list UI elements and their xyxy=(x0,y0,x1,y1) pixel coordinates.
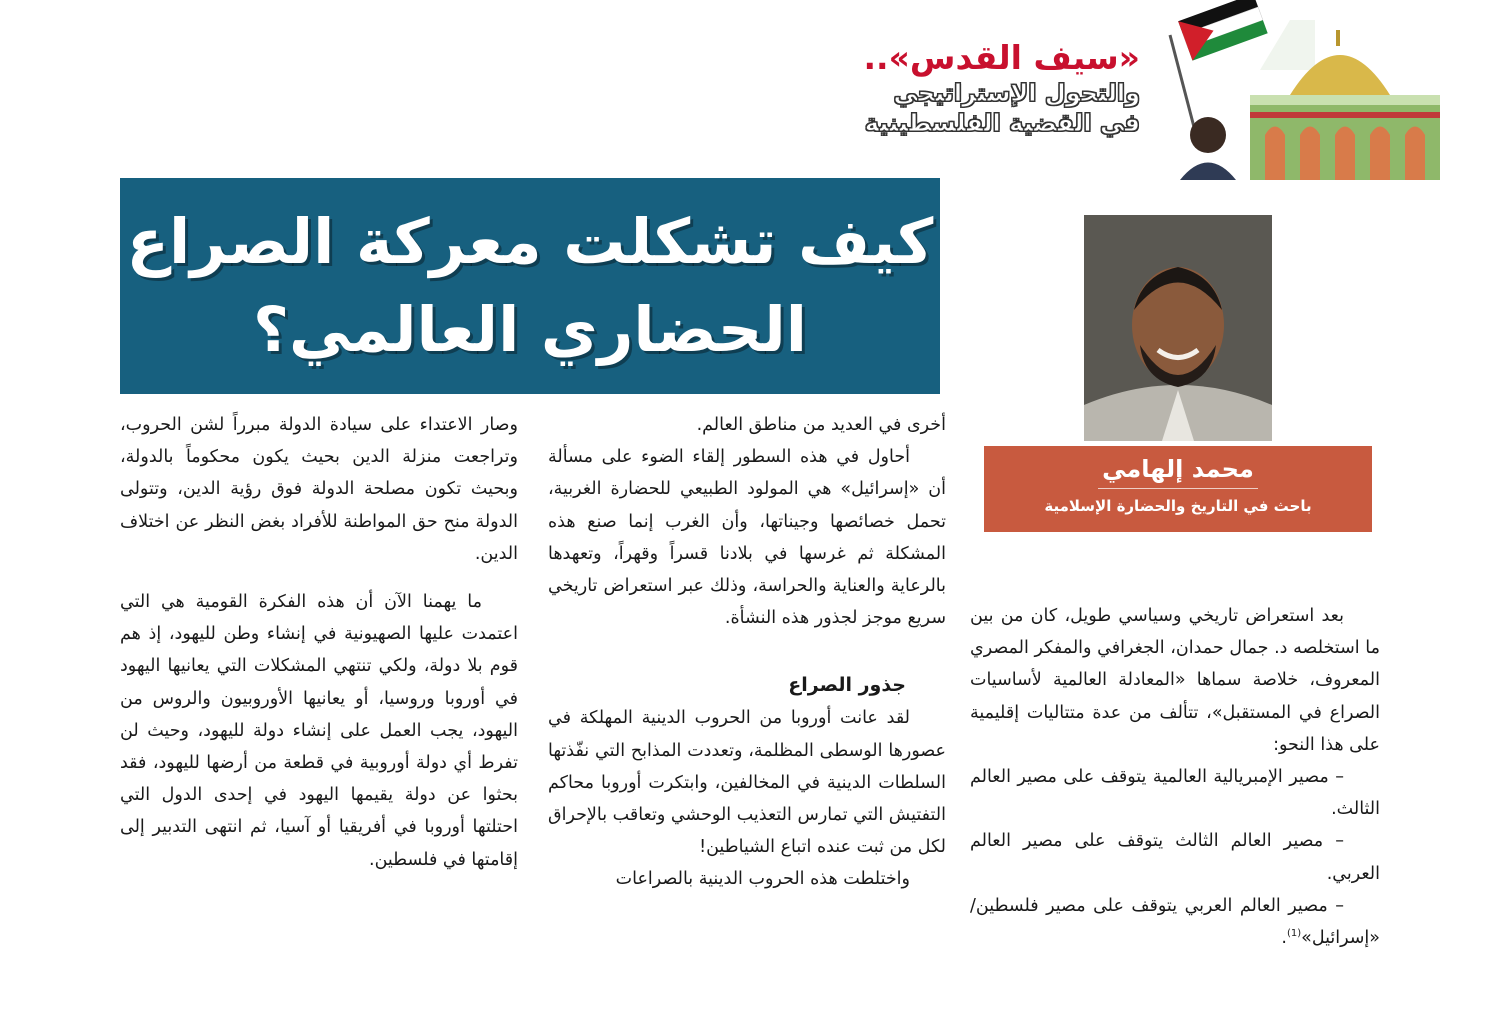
author-photo xyxy=(1084,215,1272,441)
headline-line-2: الحضاري العالمي؟ xyxy=(252,293,808,366)
paragraph: – مصير العالم الثالث يتوقف على مصير العالم العربي. xyxy=(970,831,1380,884)
article-column-right xyxy=(970,600,1380,954)
footnote-marker: (1) xyxy=(1286,928,1302,940)
headline-line-1: كيف تشكلت معركة الصراع xyxy=(126,205,934,278)
headline-box xyxy=(120,178,940,394)
section-subheading: جذور الصراع xyxy=(788,674,906,697)
paragraph: ما يهمنا الآن أن هذه الفكرة القومية هي التي اعتمدت عليها الصهيونية في إنشاء وطن لليهود، إذ هم قوم بلا دولة، ولكي تنتهي المشكلات التي يعانيها اليهود في أوروبا وروسيا، أو يعانيها الأوروبيون والروس من اليهود، يجب العمل على إنشاء دولة لليهود، وحيث لن تفرط أي دولة أوروبية في قطعة من أرضها لليهود، فقد بحثوا عن دولة يقيمها اليهود في إحدى الدول التي احتلتها أوروبا في أفريقيا أو آسيا، ثم انتهى التدبير إلى إقامتها في فلسطين. xyxy=(120,592,518,870)
article-column-middle xyxy=(548,409,946,896)
paragraph: بعد استعراض تاريخي وسياسي طويل، كان من بين ما استخلصه د. جمال حمدان، الجغرافي والمفكر المصري المعروف، خلاصة سماها «المعادلة العالمية لأساسيات الصراع في المستقبل»، تتألف من عدة متتاليات إقليمية على هذا النحو: xyxy=(970,606,1380,755)
article-column-left xyxy=(120,409,518,876)
paragraph: لقد عانت أوروبا من الحروب الدينية المهلكة في عصورها الوسطى المظلمة، وتعددت المذابح التي نفّذتها السلطات الدينية في المخالفين، وابتكرت أوروبا محاكم التفتيش التي تمارس التعذيب الوحشي وتعاقب بالإحراق لكل من ثبت عنده اتباع الشياطين! xyxy=(548,708,946,858)
author-divider xyxy=(1098,488,1258,489)
series-title-block xyxy=(820,38,1140,138)
series-banner xyxy=(830,0,1440,180)
paragraph: أحاول في هذه السطور إلقاء الضوء على مسألة أن «إسرائيل» هي المولود الطبيعي للحضارة الغربية، تحمل خصائصها وجيناتها، وأن الغرب إنما صنع هذه المشكلة ثم غرسها في بلادنا قسراً وقهراً، وتعهدها بالرعاية والعناية والحراسة، وذلك عبر استعراض تاريخي سريع موجز لجذور هذه النشأة. xyxy=(548,447,946,629)
series-title: «سيف القدس».. xyxy=(863,38,1140,77)
series-subtitle-line1: والتحول الإستراتيجي xyxy=(893,79,1140,107)
series-subtitle-line2: في القضية الفلسطينية xyxy=(864,109,1140,137)
paragraph: – مصير الإمبريالية العالمية يتوقف على مصير العالم الثالث. xyxy=(970,767,1380,820)
author-name: محمد إلهامي xyxy=(1102,455,1254,483)
paragraph-end: . xyxy=(1281,928,1287,949)
paragraph: أخرى في العديد من مناطق العالم. xyxy=(696,415,946,435)
paragraph: واختلطت هذه الحروب الدينية بالصراعات xyxy=(615,869,910,890)
al-aqsa-illustration xyxy=(1140,0,1440,180)
paragraph xyxy=(970,890,1380,954)
author-card xyxy=(984,446,1372,532)
author-role: باحث في التاريخ والحضارة الإسلامية xyxy=(1044,497,1312,515)
paragraph: وصار الاعتداء على سيادة الدولة مبرراً لشن الحروب، وتراجعت منزلة الدين بحيث يكون محكوماً بالدولة، وبحيث تكون مصلحة الدولة فوق رؤية الدين، وتتولى الدولة منح حق المواطنة للأفراد بغض النظر عن اختلاف الدين. xyxy=(120,415,518,564)
paragraph-text: – مصير العالم العربي يتوقف على مصير فلسطين/ «إسرائيل» xyxy=(970,895,1380,949)
